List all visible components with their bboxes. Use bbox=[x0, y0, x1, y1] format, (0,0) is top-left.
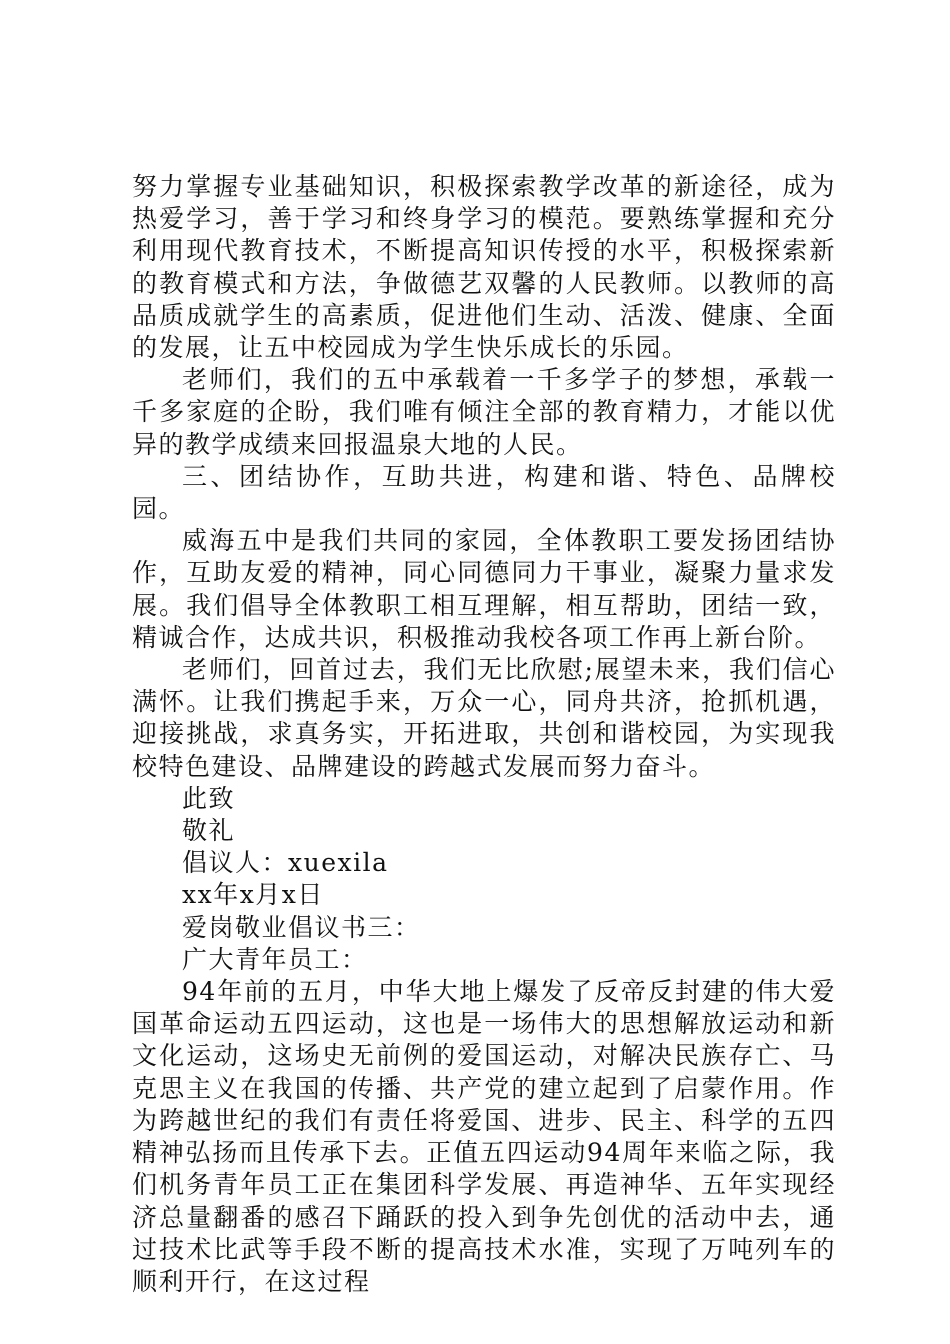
paragraph-may-fourth: 94年前的五月，中华大地上爆发了反帝反封建的伟大爱国革命运动五四运动，这也是一场伟大的思想解放运动和新文化运动，这场史无前例的爱国运动，对解决民族存亡、马克思主义在我国的传播、共产党的建立起到了启蒙作用。作为跨越世纪的我们有责任将爱国、进步、民主、科学的五四精神弘扬而且传承下去。正值五四运动94周年来临之际，我们机务青年员工正在集团科学发展、再造神华、五年实现经济总量翻番的感召下踊跃的投入到争先创优的活动中去，通过技术比武等手段不断的提高技术水准，实现了万吨列车的顺利开行，在这过程 bbox=[132, 977, 836, 1296]
signature-date: xx年x月x日 bbox=[182, 880, 324, 910]
document-title-three: 爱岗敬业倡议书三： bbox=[182, 912, 421, 942]
section-heading-unity: 三、团结协作，互助共进，构建和谐、特色、品牌校园。 bbox=[132, 461, 836, 524]
salutation-jingli: 敬礼 bbox=[182, 816, 236, 846]
signature-initiator: 倡议人：xuexila bbox=[182, 848, 389, 878]
paragraph-unity: 威海五中是我们共同的家园，全体教职工要发扬团结协作，互助友爱的精神，同心同德同力干事业，凝聚力量求发展。我们倡导全体教职工相互理解，相互帮助，团结一致，精诚合作，达成共识，积极推动我校各项工作再上新台阶。 bbox=[132, 526, 836, 652]
document-body bbox=[132, 171, 836, 1298]
paragraph-closing: 老师们，回首过去，我们无比欣慰;展望未来，我们信心满怀。让我们携起手来，万众一心，同舟共济，抢抓机遇，迎接挑战，求真务实，开拓进取，共创和谐校园，为实现我校特色建设、品牌建设的跨越式发展而努力奋斗。 bbox=[132, 655, 836, 781]
paragraph-teachers-duty: 老师们，我们的五中承载着一千多学子的梦想，承载一千多家庭的企盼，我们唯有倾注全部的教育精力，才能以优异的教学成绩来回报温泉大地的人民。 bbox=[132, 365, 836, 459]
salutation-cizhi: 此致 bbox=[182, 783, 236, 813]
addressee: 广大青年员工： bbox=[182, 944, 368, 974]
paragraph-teacher-mastery: 努力掌握专业基础知识，积极探索教学改革的新途径，成为热爱学习，善于学习和终身学习的模范。要熟练掌握和充分利用现代教育技术，不断提高知识传授的水平，积极探索新的教育模式和方法，争做德艺双馨的人民教师。以教师的高品质成就学生的高素质，促进他们生动、活泼、健康、全面的发展，让五中校园成为学生快乐成长的乐园。 bbox=[132, 172, 836, 363]
